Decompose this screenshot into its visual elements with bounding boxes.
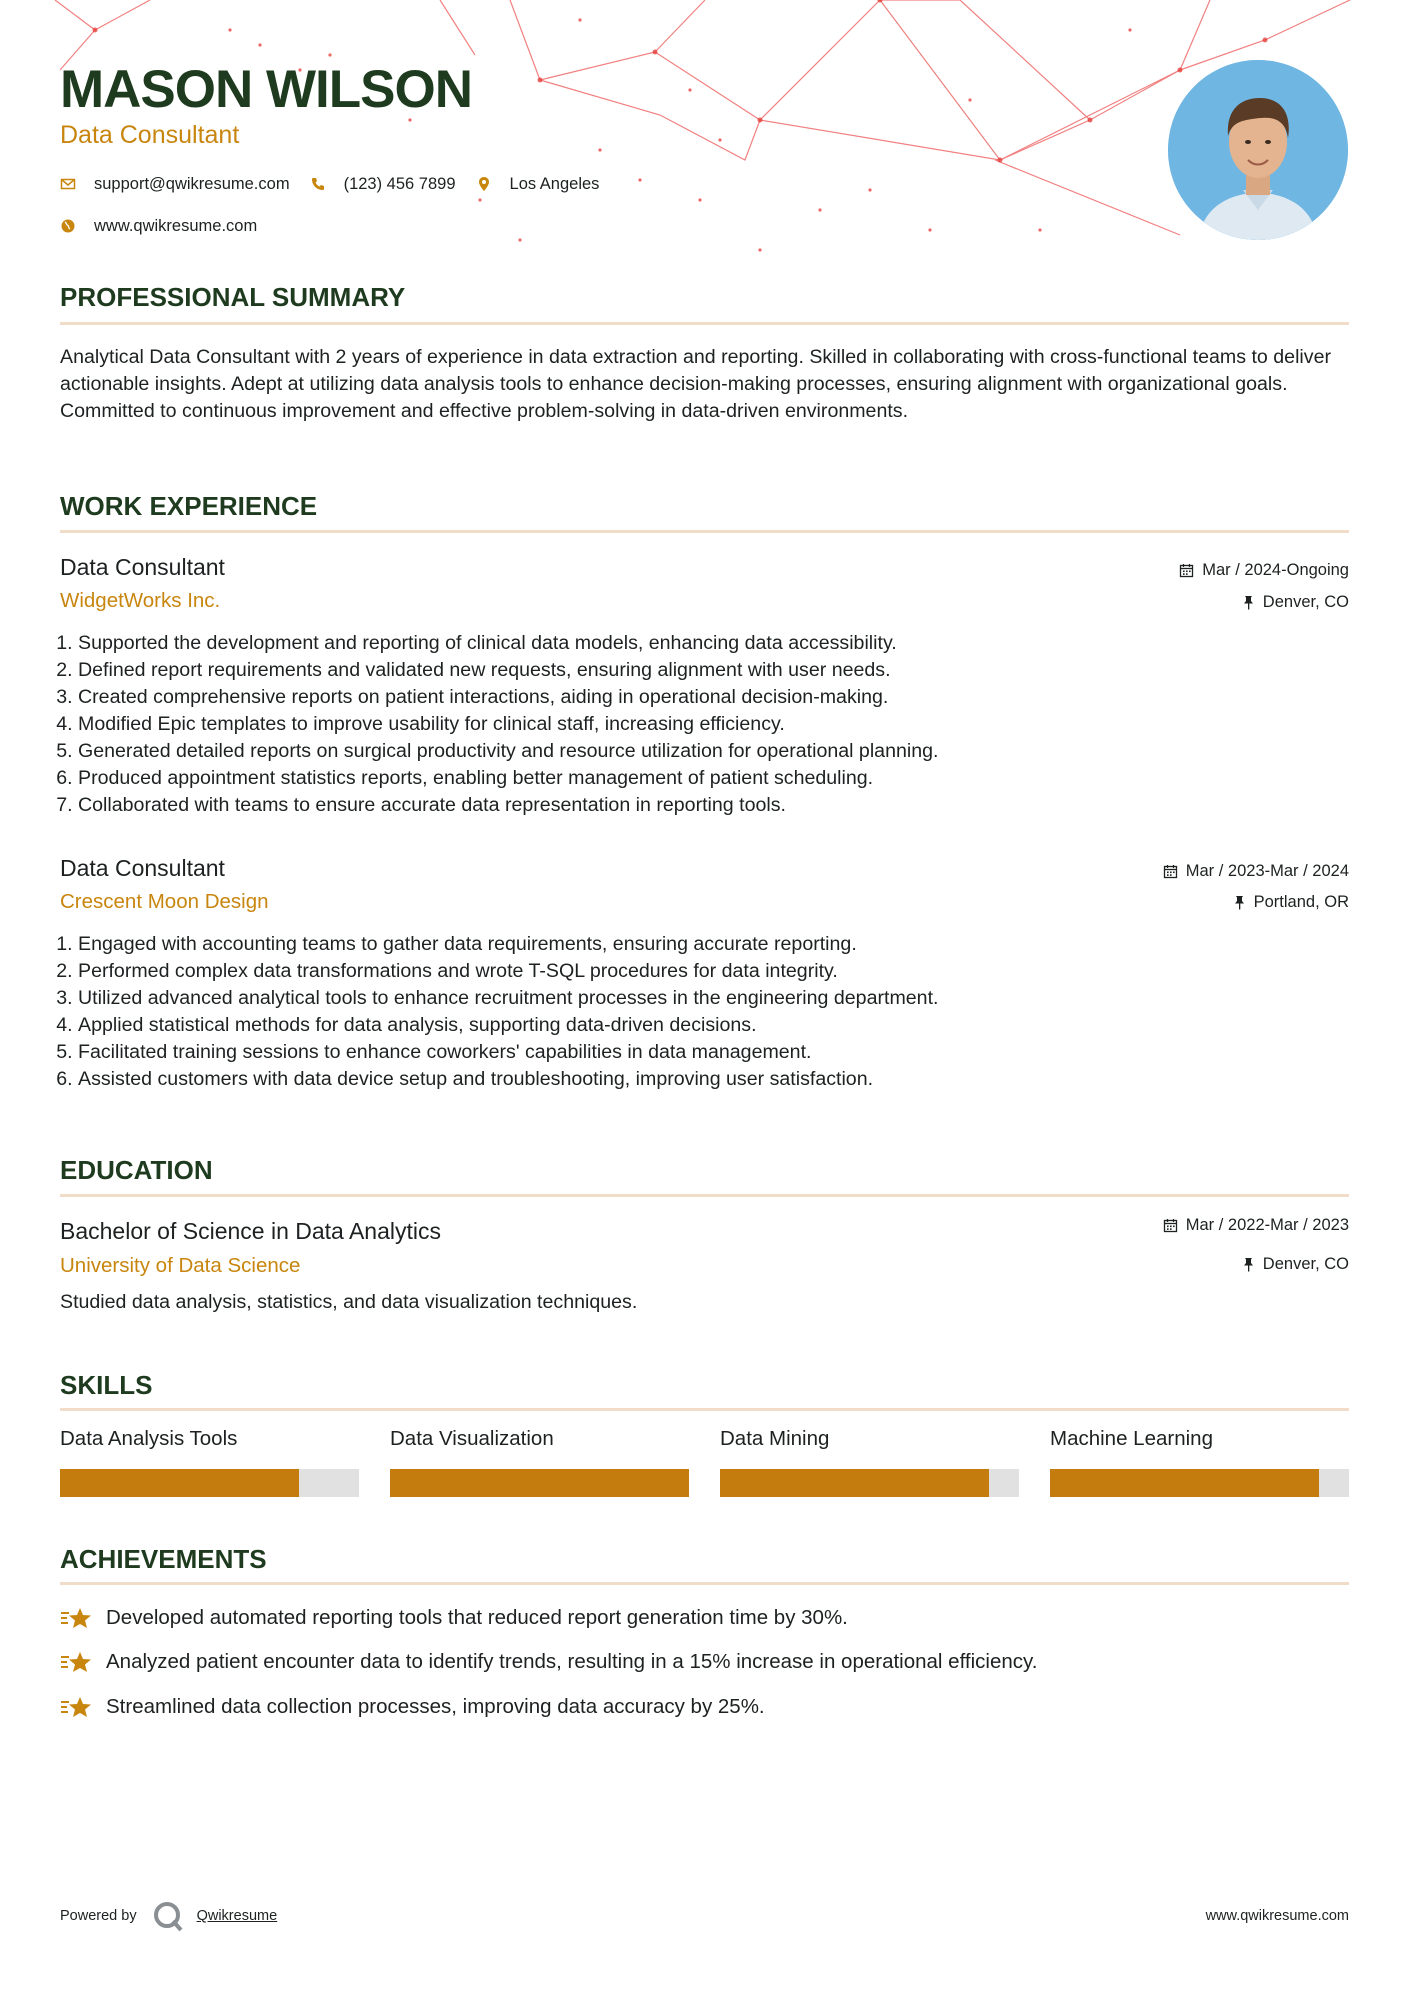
- contact-website[interactable]: [60, 212, 257, 240]
- school-name: University of Data Science: [60, 1254, 301, 1277]
- summary-text: Analytical Data Consultant with 2 years of experience in data extraction and reporting. Skilled in collaborating with cross-functional teams to deliver actionable insights. Adept at utilizing data analysis tools to enhance decision-making processes, ensuring alignment with organizational goals. Committed to continuous improvement and effective problem-solving in data-driven environments.: [60, 346, 1331, 422]
- skill-bar: [720, 1469, 1019, 1497]
- list-item: 4. Applied statistical methods for data analysis, supporting data-driven decisions.: [78, 1012, 1358, 1039]
- job-company: Crescent Moon Design: [60, 890, 269, 913]
- phone-text: (123) 456 7899: [343, 175, 456, 193]
- job-dates: [1179, 558, 1349, 582]
- achievement-item: [60, 1604, 848, 1632]
- list-item: 3. Utilized advanced analytical tools to enhance recruitment processes in the engineering department.: [78, 985, 1358, 1012]
- profile-photo: [1168, 60, 1348, 240]
- skill-bar: [390, 1469, 689, 1497]
- section-title-summary: PROFESSIONAL SUMMARY: [60, 282, 406, 312]
- skill-name: Data Visualization: [390, 1427, 554, 1450]
- footer: [60, 1898, 1349, 1934]
- qwikresume-logo-icon: [151, 1899, 185, 1933]
- job-location-text: Portland, OR: [1253, 893, 1349, 911]
- achievement-text: Streamlined data collection processes, improving data accuracy by 25%.: [106, 1695, 765, 1718]
- achievement-text: Developed automated reporting tools that reduced report generation time by 30%.: [106, 1606, 848, 1629]
- avatar: [1168, 60, 1348, 240]
- section-title-experience: WORK EXPERIENCE: [60, 491, 318, 521]
- phone-icon: [310, 176, 326, 192]
- calendar-icon: [1163, 864, 1178, 879]
- skill-bar: [60, 1469, 359, 1497]
- job-title: Data Consultant: [60, 855, 225, 881]
- degree-title: Bachelor of Science in Data Analytics: [60, 1218, 441, 1244]
- website-text: www.qwikresume.com: [94, 217, 258, 235]
- list-item: 1. Engaged with accounting teams to gather data requirements, ensuring accurate reporting.: [78, 931, 1358, 958]
- job-location: [1242, 590, 1349, 614]
- job-company: WidgetWorks Inc.: [60, 589, 221, 612]
- job-bullets: [52, 931, 1358, 1093]
- powered-by-text: Powered by: [60, 1908, 137, 1924]
- pushpin-icon: [1242, 1257, 1255, 1272]
- contact-row-2: [60, 212, 277, 240]
- skill-bar: [1050, 1469, 1349, 1497]
- candidate-name: MASON WILSON: [60, 60, 472, 119]
- list-item: 2. Performed complex data transformations and wrote T-SQL procedures for data integrity.: [78, 958, 1358, 985]
- location-text: Los Angeles: [509, 175, 600, 193]
- star-award-icon: [60, 1649, 92, 1675]
- email-text: support@qwikresume.com: [94, 175, 290, 193]
- education-location: [1242, 1252, 1349, 1276]
- skill-name: Machine Learning: [1050, 1427, 1213, 1450]
- contact-phone[interactable]: [310, 170, 456, 198]
- list-item: 2. Defined report requirements and validated new requests, ensuring alignment with user needs.: [78, 657, 1358, 684]
- section-title-skills: SKILLS: [60, 1370, 153, 1400]
- job-dates: [1163, 859, 1349, 883]
- skill-item: [1050, 1425, 1349, 1497]
- candidate-role: Data Consultant: [60, 121, 240, 149]
- list-item: 6. Assisted customers with data device setup and troubleshooting, improving user satisfaction.: [78, 1066, 1358, 1093]
- section-title-education: EDUCATION: [60, 1155, 213, 1185]
- pushpin-icon: [1233, 895, 1246, 910]
- job-dates-text: Mar / 2024-Ongoing: [1202, 561, 1349, 579]
- contact-row: [60, 170, 619, 198]
- contact-email[interactable]: [60, 170, 290, 198]
- section-divider: [60, 530, 1349, 533]
- section-title-achievements: ACHIEVEMENTS: [60, 1544, 267, 1574]
- envelope-icon: [60, 176, 76, 192]
- skills-grid: [60, 1425, 1349, 1497]
- job-dates-text: Mar / 2023-Mar / 2024: [1185, 862, 1349, 880]
- section-divider: [60, 1408, 1349, 1411]
- list-item: 6. Produced appointment statistics reports, enabling better management of patient scheduling.: [78, 765, 1358, 792]
- skill-bar-fill: [60, 1469, 299, 1497]
- job-bullets: [52, 630, 1358, 819]
- section-divider: [60, 1194, 1349, 1197]
- skill-bar-fill: [390, 1469, 689, 1497]
- skill-item: [390, 1425, 689, 1497]
- achievement-item: [60, 1693, 765, 1721]
- skill-bar-fill: [720, 1469, 989, 1497]
- skill-name: Data Analysis Tools: [60, 1427, 238, 1450]
- skill-bar-fill: [1050, 1469, 1319, 1497]
- globe-icon: [60, 218, 76, 234]
- job-title: Data Consultant: [60, 554, 225, 580]
- pushpin-icon: [1242, 595, 1255, 610]
- section-divider: [60, 322, 1349, 325]
- education-location-text: Denver, CO: [1262, 1255, 1349, 1273]
- brand-link[interactable]: Qwikresume: [196, 1908, 278, 1924]
- list-item: 1. Supported the development and reporting of clinical data models, enhancing data accessibility.: [78, 630, 1358, 657]
- list-item: 5. Facilitated training sessions to enhance coworkers' capabilities in data management.: [78, 1039, 1358, 1066]
- list-item: 7. Collaborated with teams to ensure accurate data representation in reporting tools.: [78, 792, 1358, 819]
- list-item: 3. Created comprehensive reports on patient interactions, aiding in operational decision-making.: [78, 684, 1358, 711]
- map-pin-icon: [476, 176, 492, 192]
- achievement-text: Analyzed patient encounter data to identify trends, resulting in a 15% increase in operational efficiency.: [106, 1650, 1038, 1673]
- calendar-icon: [1179, 563, 1194, 578]
- education-dates: [1163, 1213, 1349, 1237]
- job-location: [1233, 890, 1349, 914]
- star-award-icon: [60, 1694, 92, 1720]
- footer-website[interactable]: www.qwikresume.com: [1205, 1908, 1349, 1924]
- skill-name: Data Mining: [720, 1427, 830, 1450]
- contact-location: [476, 170, 600, 198]
- education-dates-text: Mar / 2022-Mar / 2023: [1185, 1216, 1349, 1234]
- job-location-text: Denver, CO: [1262, 593, 1349, 611]
- skill-item: [720, 1425, 1019, 1497]
- section-divider: [60, 1582, 1349, 1585]
- calendar-icon: [1163, 1218, 1178, 1233]
- education-description: Studied data analysis, statistics, and data visualization techniques.: [60, 1291, 638, 1313]
- footer-powered: [60, 1898, 277, 1934]
- star-award-icon: [60, 1605, 92, 1631]
- list-item: 4. Modified Epic templates to improve usability for clinical staff, increasing efficiency.: [78, 711, 1358, 738]
- achievement-item: [60, 1648, 1037, 1676]
- list-item: 5. Generated detailed reports on surgical productivity and resource utilization for operational planning.: [78, 738, 1358, 765]
- skill-item: [60, 1425, 359, 1497]
